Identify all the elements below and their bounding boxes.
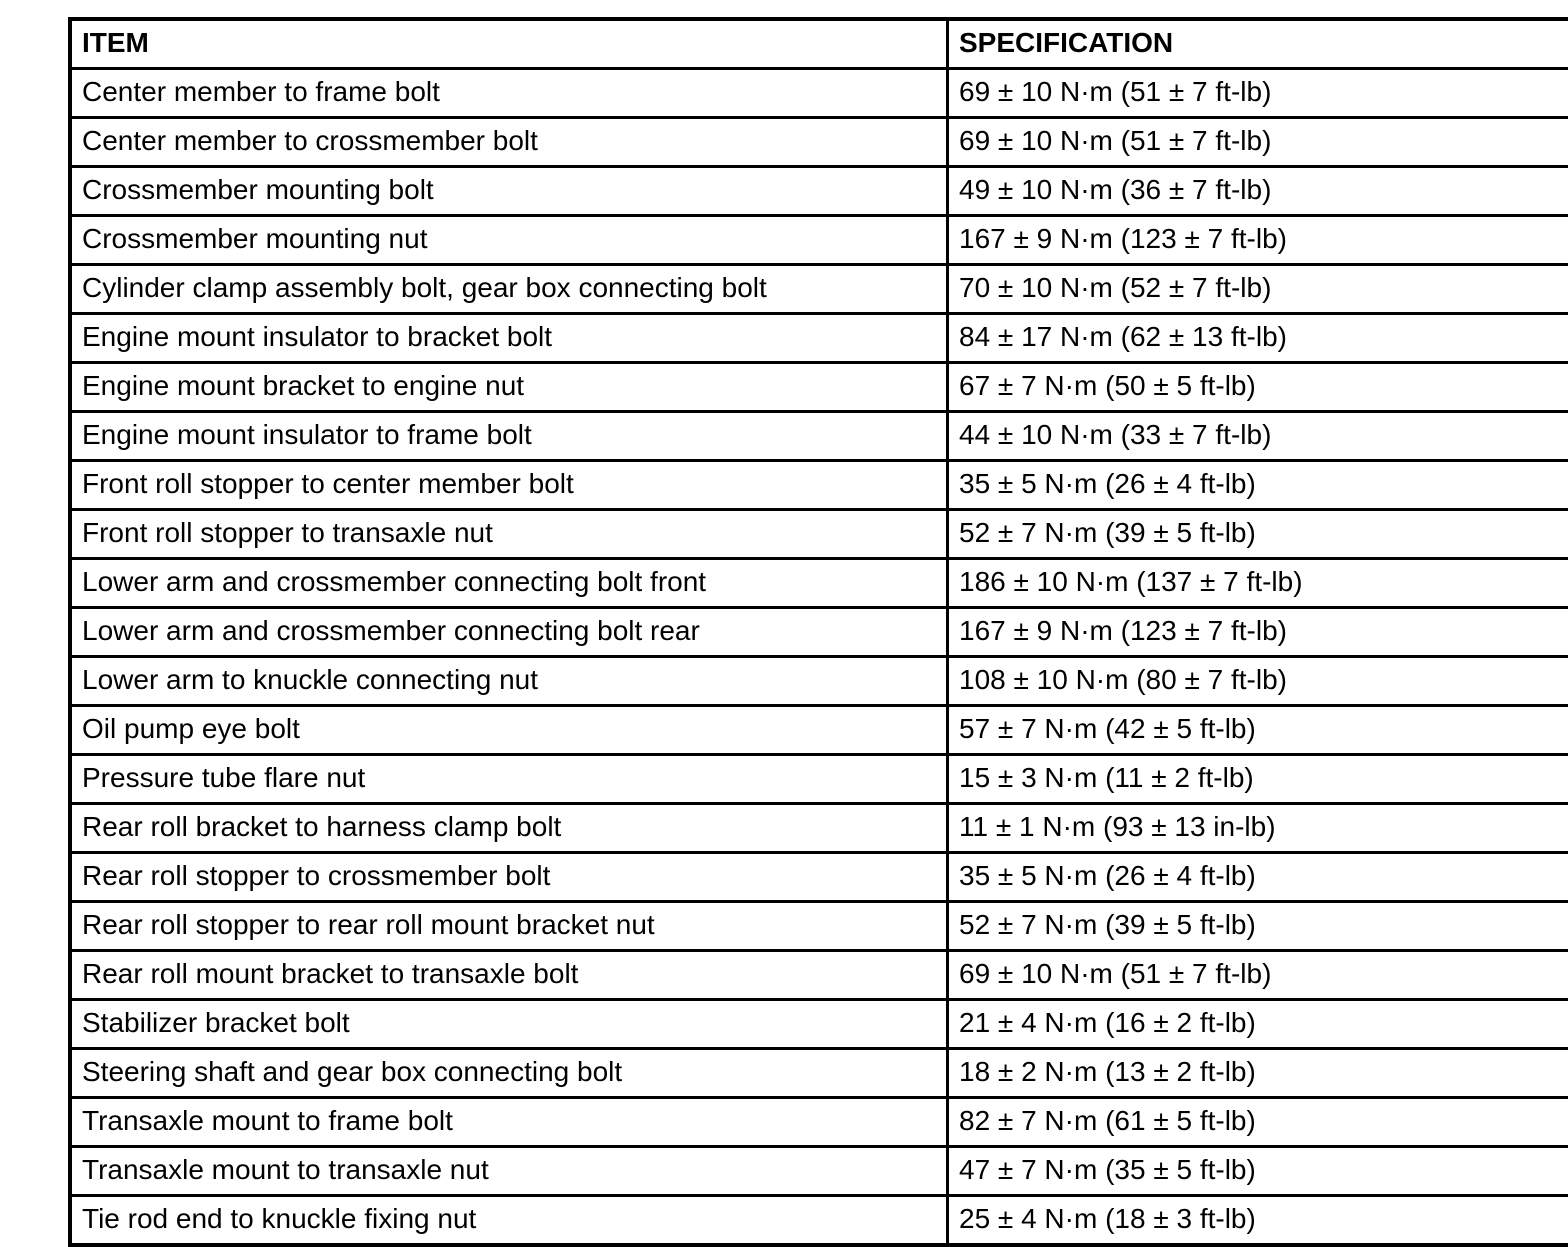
table-row — [70, 804, 1568, 853]
item-cell: Engine mount bracket to engine nut — [70, 363, 948, 412]
spec-cell: 52 ± 7 N·m (39 ± 5 ft-lb) — [948, 902, 1568, 951]
spec-cell: 18 ± 2 N·m (13 ± 2 ft-lb) — [948, 1049, 1568, 1098]
spec-cell: 70 ± 10 N·m (52 ± 7 ft-lb) — [948, 265, 1568, 314]
spec-cell: 69 ± 10 N·m (51 ± 7 ft-lb) — [948, 118, 1568, 167]
spec-cell: 15 ± 3 N·m (11 ± 2 ft-lb) — [948, 755, 1568, 804]
table-header — [70, 19, 1568, 69]
item-cell: Transaxle mount to transaxle nut — [70, 1147, 948, 1196]
spec-cell: 52 ± 7 N·m (39 ± 5 ft-lb) — [948, 510, 1568, 559]
spec-table-body — [70, 69, 1568, 1246]
table-row — [70, 1049, 1568, 1098]
spec-cell: 57 ± 7 N·m (42 ± 5 ft-lb) — [948, 706, 1568, 755]
item-cell: Rear roll mount bracket to transaxle bolt — [70, 951, 948, 1000]
torque-specification-table — [68, 17, 1568, 1247]
item-cell: Oil pump eye bolt — [70, 706, 948, 755]
spec-cell: 35 ± 5 N·m (26 ± 4 ft-lb) — [948, 461, 1568, 510]
table-row — [70, 608, 1568, 657]
item-cell: Steering shaft and gear box connecting bolt — [70, 1049, 948, 1098]
spec-cell: 35 ± 5 N·m (26 ± 4 ft-lb) — [948, 853, 1568, 902]
spec-cell: 47 ± 7 N·m (35 ± 5 ft-lb) — [948, 1147, 1568, 1196]
spec-cell: 84 ± 17 N·m (62 ± 13 ft-lb) — [948, 314, 1568, 363]
table-row — [70, 853, 1568, 902]
table-row — [70, 657, 1568, 706]
spec-cell: 69 ± 10 N·m (51 ± 7 ft-lb) — [948, 69, 1568, 118]
item-cell: Transaxle mount to frame bolt — [70, 1098, 948, 1147]
table-row — [70, 118, 1568, 167]
table-row — [70, 363, 1568, 412]
spec-cell: 167 ± 9 N·m (123 ± 7 ft-lb) — [948, 216, 1568, 265]
item-cell: Engine mount insulator to frame bolt — [70, 412, 948, 461]
item-cell: Engine mount insulator to bracket bolt — [70, 314, 948, 363]
table-row — [70, 69, 1568, 118]
header-specification: SPECIFICATION — [948, 19, 1568, 69]
table-row — [70, 902, 1568, 951]
item-cell: Rear roll bracket to harness clamp bolt — [70, 804, 948, 853]
table-row — [70, 412, 1568, 461]
item-cell: Lower arm and crossmember connecting bolt front — [70, 559, 948, 608]
item-cell: Cylinder clamp assembly bolt, gear box connecting bolt — [70, 265, 948, 314]
table-row — [70, 559, 1568, 608]
table-row — [70, 167, 1568, 216]
spec-cell: 44 ± 10 N·m (33 ± 7 ft-lb) — [948, 412, 1568, 461]
item-cell: Crossmember mounting nut — [70, 216, 948, 265]
item-cell: Tie rod end to knuckle fixing nut — [70, 1196, 948, 1246]
table-row — [70, 755, 1568, 804]
item-cell: Lower arm to knuckle connecting nut — [70, 657, 948, 706]
item-cell: Rear roll stopper to rear roll mount bracket nut — [70, 902, 948, 951]
table-row — [70, 314, 1568, 363]
table-row — [70, 951, 1568, 1000]
table-row — [70, 216, 1568, 265]
spec-cell: 82 ± 7 N·m (61 ± 5 ft-lb) — [948, 1098, 1568, 1147]
table-row — [70, 265, 1568, 314]
table-row — [70, 461, 1568, 510]
spec-cell: 67 ± 7 N·m (50 ± 5 ft-lb) — [948, 363, 1568, 412]
spec-cell: 25 ± 4 N·m (18 ± 3 ft-lb) — [948, 1196, 1568, 1246]
spec-cell: 108 ± 10 N·m (80 ± 7 ft-lb) — [948, 657, 1568, 706]
table-row — [70, 1196, 1568, 1246]
item-cell: Center member to crossmember bolt — [70, 118, 948, 167]
item-cell: Center member to frame bolt — [70, 69, 948, 118]
table-row — [70, 1000, 1568, 1049]
header-row — [70, 19, 1568, 69]
item-cell: Front roll stopper to transaxle nut — [70, 510, 948, 559]
spec-cell: 49 ± 10 N·m (36 ± 7 ft-lb) — [948, 167, 1568, 216]
table-row — [70, 1147, 1568, 1196]
item-cell: Pressure tube flare nut — [70, 755, 948, 804]
table-row — [70, 510, 1568, 559]
spec-cell: 21 ± 4 N·m (16 ± 2 ft-lb) — [948, 1000, 1568, 1049]
header-item: ITEM — [70, 19, 948, 69]
spec-cell: 11 ± 1 N·m (93 ± 13 in-lb) — [948, 804, 1568, 853]
item-cell: Crossmember mounting bolt — [70, 167, 948, 216]
spec-cell: 69 ± 10 N·m (51 ± 7 ft-lb) — [948, 951, 1568, 1000]
table-row — [70, 706, 1568, 755]
item-cell: Lower arm and crossmember connecting bolt rear — [70, 608, 948, 657]
item-cell: Front roll stopper to center member bolt — [70, 461, 948, 510]
item-cell: Rear roll stopper to crossmember bolt — [70, 853, 948, 902]
item-cell: Stabilizer bracket bolt — [70, 1000, 948, 1049]
spec-cell: 167 ± 9 N·m (123 ± 7 ft-lb) — [948, 608, 1568, 657]
spec-cell: 186 ± 10 N·m (137 ± 7 ft-lb) — [948, 559, 1568, 608]
table-row — [70, 1098, 1568, 1147]
